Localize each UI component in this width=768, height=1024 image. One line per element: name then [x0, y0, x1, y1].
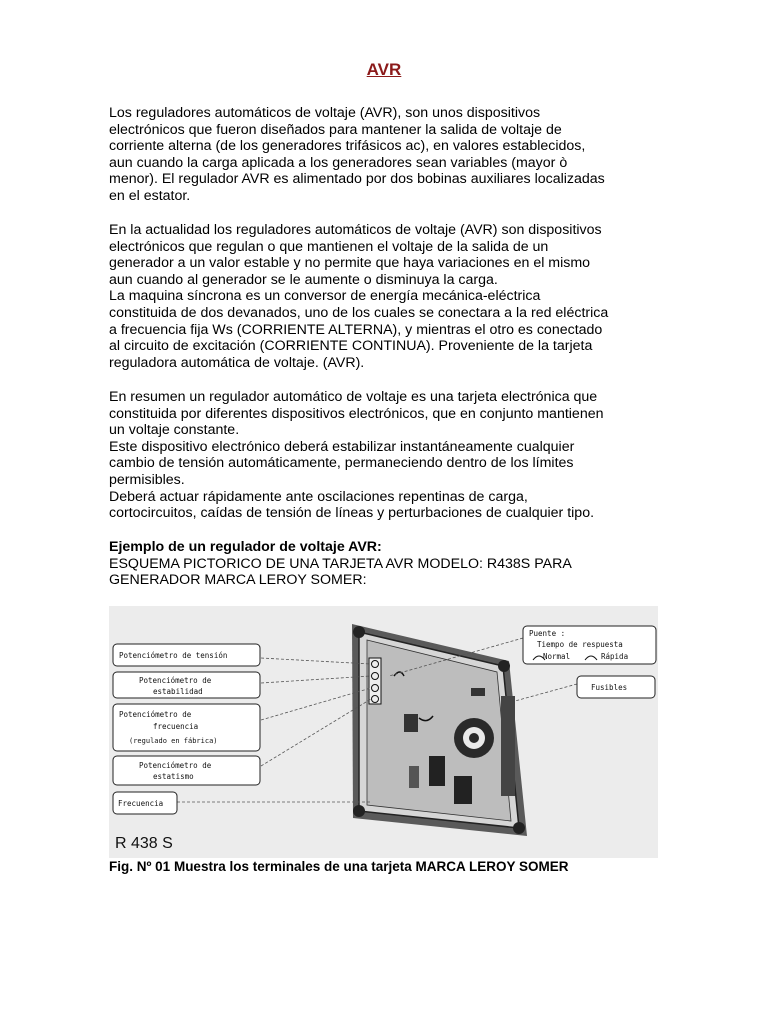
svg-text:Rápida: Rápida	[601, 652, 629, 661]
label-pot-frecuencia	[113, 704, 260, 751]
example-line-1: ESQUEMA PICTORICO DE UNA TARJETA AVR MODELO: R438S PARA	[109, 555, 572, 572]
svg-text:Potenciómetro de tensión: Potenciómetro de tensión	[119, 651, 228, 660]
label-fusibles	[577, 676, 655, 698]
figure-caption: Fig. Nº 01 Muestra los terminales de una tarjeta MARCA LEROY SOMER	[109, 859, 569, 874]
svg-text:(regulado en fábrica): (regulado en fábrica)	[129, 737, 218, 745]
avr-board-figure	[109, 606, 658, 858]
svg-text:estabilidad: estabilidad	[153, 687, 203, 696]
svg-text:Potenciómetro de: Potenciómetro de	[139, 761, 212, 770]
paragraph-resumen: En resumen un regulador automático de voltaje es una tarjeta electrónica que constituida por diferentes dispositivos electrónicos, que en conjunto mantienen un voltaje constante. Este dispositivo electrónico deberá estabilizar instantáneamente cualquier cambio de tensión automáticamente, permaneciendo dentro de los límites permisibles. Deberá actuar rápidamente ante oscilaciones repentinas de carga, cortocircuitos, caídas de tensión de líneas y perturbaciones de cualquier tipo.	[109, 389, 604, 522]
example-heading: Ejemplo de un regulador de voltaje AVR:	[109, 539, 382, 555]
label-frecuencia	[113, 792, 177, 814]
svg-text:Puente :: Puente :	[529, 629, 566, 638]
label-pot-estatismo	[113, 756, 260, 785]
paragraph-actualidad: En la actualidad los reguladores automáticos de voltaje (AVR) son dispositivos electrónicos que regulan o que mantienen el voltaje de la salida de un generador a un valor estable y no permite que haya variaciones en el mismo aun cuando al generador se le aumente o disminuya la carga. La maquina síncrona es un conversor de energía mecánica-eléctrica constituida de dos devanados, uno de los cuales se conectara a la red eléctrica a frecuencia fija Ws (CORRIENTE ALTERNA), y mientras el otro es conectado al circuito de excitación (CORRIENTE CONTINUA). Proveniente de la tarjeta reguladora automática de voltaje. (AVR).	[109, 222, 609, 371]
svg-text:Potenciómetro de: Potenciómetro de	[139, 676, 212, 685]
svg-text:Normal: Normal	[543, 652, 571, 661]
label-puente	[523, 626, 656, 664]
page-title: AVR	[366, 60, 402, 79]
label-pot-estabilidad	[113, 672, 260, 698]
model-label: R 438 S	[115, 835, 173, 852]
svg-text:Potenciómetro de: Potenciómetro de	[119, 710, 192, 719]
svg-text:frecuencia: frecuencia	[153, 722, 199, 731]
svg-text:Tiempo de respuesta: Tiempo de respuesta	[537, 640, 623, 649]
avr-board-illustration	[109, 606, 658, 858]
svg-text:Fusibles: Fusibles	[591, 683, 628, 692]
paragraph-intro: Los reguladores automáticos de voltaje (AVR), son unos dispositivos electrónicos que fueron diseñados para mantener la salida de voltaje de corriente alterna (de los generadores trifásicos ac), en valores establecidos, aun cuando la carga aplicada a los generadores sean variables (mayor ò menor). El regulador AVR es alimentado por dos bobinas auxiliares localizadas en el estator.	[109, 105, 605, 204]
svg-text:estatismo: estatismo	[153, 772, 194, 781]
svg-text:Frecuencia: Frecuencia	[118, 799, 164, 808]
example-section	[109, 539, 669, 589]
example-line-2: GENERADOR MARCA LEROY SOMER:	[109, 572, 367, 589]
label-pot-tension	[113, 644, 260, 666]
